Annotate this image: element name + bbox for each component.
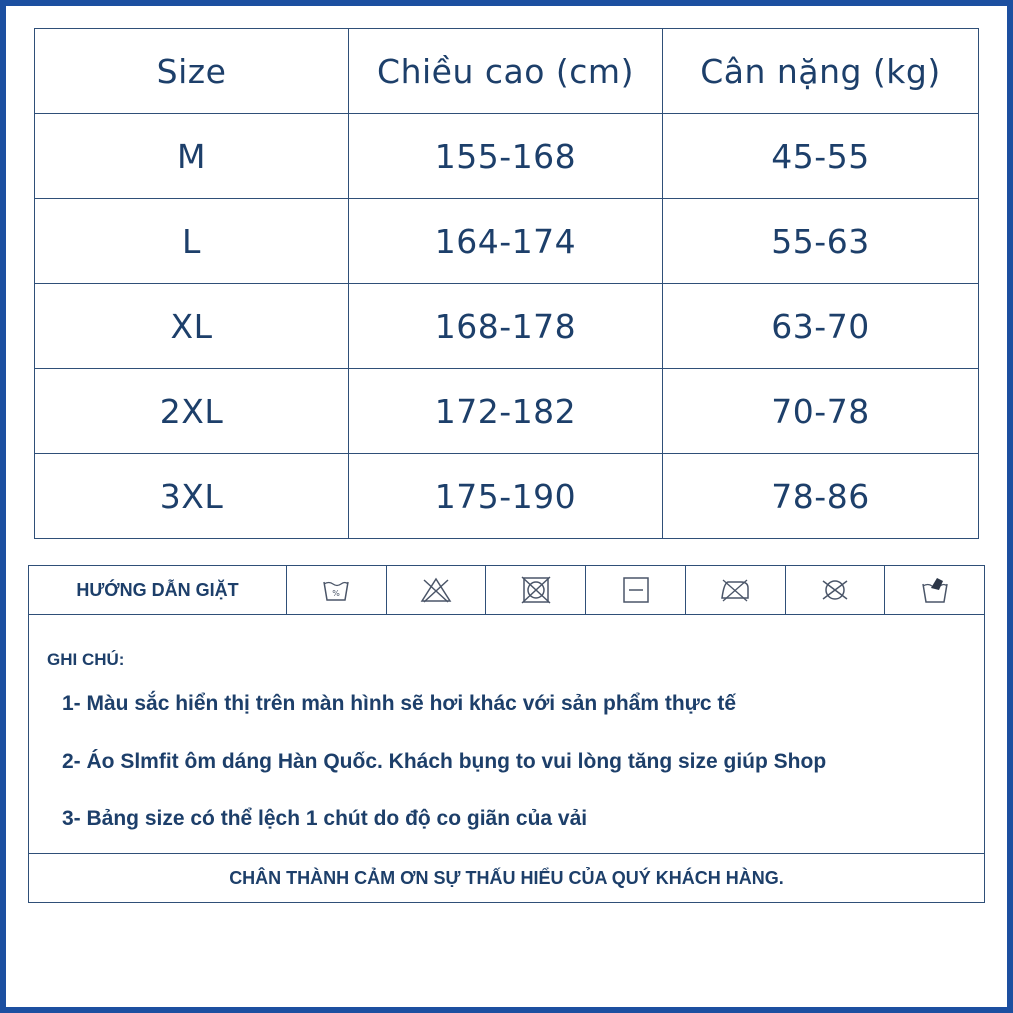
cell-weight: 70-78 <box>663 369 979 454</box>
wash-30-icon <box>287 566 387 614</box>
size-table <box>34 28 979 539</box>
svg-text:%: % <box>332 589 341 598</box>
table-row <box>35 454 979 539</box>
wash-guide <box>28 565 985 615</box>
cell-size: XL <box>35 284 349 369</box>
cell-height: 175-190 <box>349 454 663 539</box>
cell-weight: 55-63 <box>663 199 979 284</box>
no-bleach-icon <box>387 566 487 614</box>
cell-height: 172-182 <box>349 369 663 454</box>
cell-height: 164-174 <box>349 199 663 284</box>
wash-guide-label: HƯỚNG DẪN GIẶT <box>29 566 287 614</box>
notes-title: GHI CHÚ: <box>47 650 125 669</box>
iron-low-icon <box>686 566 786 614</box>
cell-weight: 45-55 <box>663 114 979 199</box>
hand-wash-icon <box>885 566 984 614</box>
thank-you-message: CHÂN THÀNH CẢM ƠN SỰ THẤU HIỂU CỦA QUÝ KHÁCH HÀNG. <box>28 853 985 903</box>
cell-height: 155-168 <box>349 114 663 199</box>
cell-height: 168-178 <box>349 284 663 369</box>
cell-weight: 78-86 <box>663 454 979 539</box>
no-tumble-dry-icon <box>486 566 586 614</box>
no-dry-clean-icon <box>786 566 886 614</box>
cell-size: L <box>35 199 349 284</box>
dry-flat-icon <box>586 566 686 614</box>
header-size: Size <box>35 29 349 114</box>
table-row <box>35 284 979 369</box>
header-height: Chiều cao (cm) <box>349 29 663 114</box>
header-weight: Cân nặng (kg) <box>663 29 979 114</box>
cell-size: 2XL <box>35 369 349 454</box>
cell-size: M <box>35 114 349 199</box>
table-header-row <box>35 29 979 114</box>
note-item: 3- Bảng size có thể lệch 1 chút do độ co giãn của vải <box>62 807 588 830</box>
table-row <box>35 199 979 284</box>
note-item: 2- Áo Slmfit ôm dáng Hàn Quốc. Khách bụng to vui lòng tăng size giúp Shop <box>62 750 827 773</box>
table-row <box>35 369 979 454</box>
table-row <box>35 114 979 199</box>
cell-weight: 63-70 <box>663 284 979 369</box>
cell-size: 3XL <box>35 454 349 539</box>
note-item: 1- Màu sắc hiển thị trên màn hình sẽ hơi khác với sản phẩm thực tế <box>62 692 737 715</box>
notes-section <box>28 614 985 854</box>
